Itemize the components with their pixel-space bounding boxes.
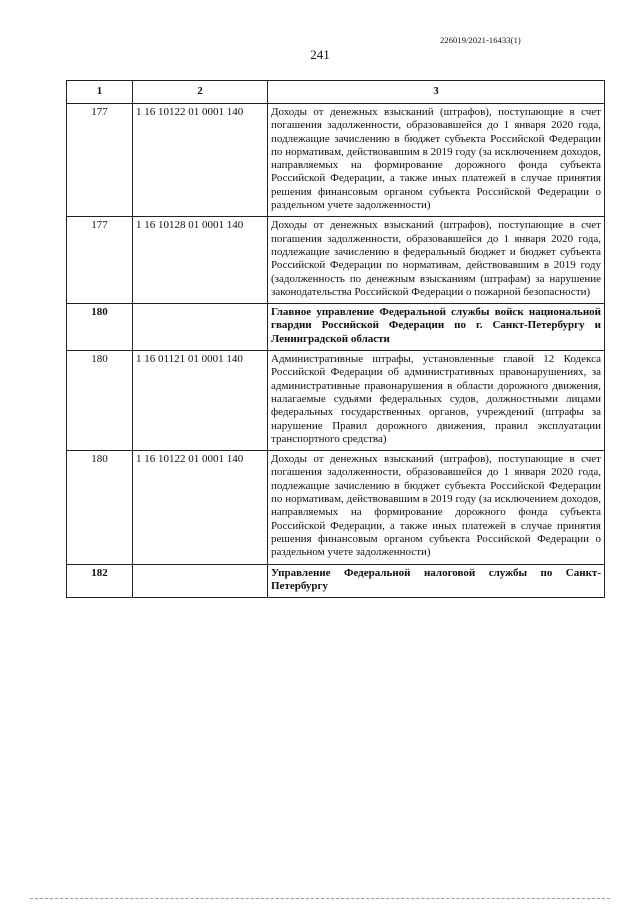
revenue-code-cell [133,564,268,598]
table-row-administrator-header [67,564,605,598]
revenue-code-cell: 1 16 10128 01 0001 140 [133,217,268,304]
document-id: 226019/2021-16433(1) [440,35,521,45]
revenue-description-cell: Доходы от денежных взысканий (штрафов), поступающие в счет погашения задолженности, образовавшейся до 1 января 2020 года, подлежащие зачислению в бюджет субъекта Российской Федерации по нормативам, действовавшим в 2019 году (за исключением доходов, направляемых на формирование дорожного фонда субъекта Российской Федерации, а также иных платежей в случае принятия решения финансовым органом субъекта Российской Федерации о раздельном учете задолженности) [268,104,605,217]
revenue-description-cell: Доходы от денежных взысканий (штрафов), поступающие в счет погашения задолженности, образовавшейся до 1 января 2020 года, подлежащие зачислению в федеральный бюджет и бюджет субъекта Российской Федерации по нормативам, действовавшим в 2019 году (задолженность по денежным взысканиям (штрафам) за нарушение законодательства Российской Федерации о пожарной безопасности) [268,217,605,304]
revenue-code-cell: 1 16 10122 01 0001 140 [133,451,268,564]
table-row [67,451,605,564]
table-header-row [67,81,605,104]
column-header-1: 1 [67,81,133,104]
revenue-codes-table [66,80,605,598]
table-row [67,217,605,304]
table-row [67,351,605,451]
admin-code-cell: 182 [67,564,133,598]
table-row [67,104,605,217]
revenue-code-cell: 1 16 10122 01 0001 140 [133,104,268,217]
revenue-code-cell [133,304,268,351]
admin-code-cell: 177 [67,217,133,304]
table-row-administrator-header [67,304,605,351]
administrator-name-cell: Главное управление Федеральной службы войск национальной гвардии Российской Федерации по г. Санкт-Петербургу и Ленинградской области [268,304,605,351]
revenue-description-cell: Административные штрафы, установленные главой 12 Кодекса Российской Федерации об административных правонарушениях, за административные правонарушения в области дорожного движения, налагаемые судьями федеральных судов, должностными лицами федеральных государственных органов, учреждений (штрафы за нарушение Правил дорожного движения, правил эксплуатации транспортного средства) [268,351,605,451]
revenue-code-cell: 1 16 01121 01 0001 140 [133,351,268,451]
admin-code-cell: 177 [67,104,133,217]
scan-edge-line [30,898,610,900]
revenue-description-cell: Доходы от денежных взысканий (штрафов), поступающие в счет погашения задолженности, образовавшейся до 1 января 2020 года, подлежащие зачислению в бюджет субъекта Российской Федерации по нормативам, действовавшим в 2019 году (за исключением доходов, направляемых на формирование дорожного фонда субъекта Российской Федерации, а также иных платежей в случае принятия решения финансовым органом субъекта Российской Федерации о раздельном учете задолженности) [268,451,605,564]
administrator-name-cell: Управление Федеральной налоговой службы по Санкт-Петербургу [268,564,605,598]
admin-code-cell: 180 [67,304,133,351]
admin-code-cell: 180 [67,451,133,564]
admin-code-cell: 180 [67,351,133,451]
column-header-2: 2 [133,81,268,104]
page-number: 241 [310,47,330,62]
column-header-3: 3 [268,81,605,104]
